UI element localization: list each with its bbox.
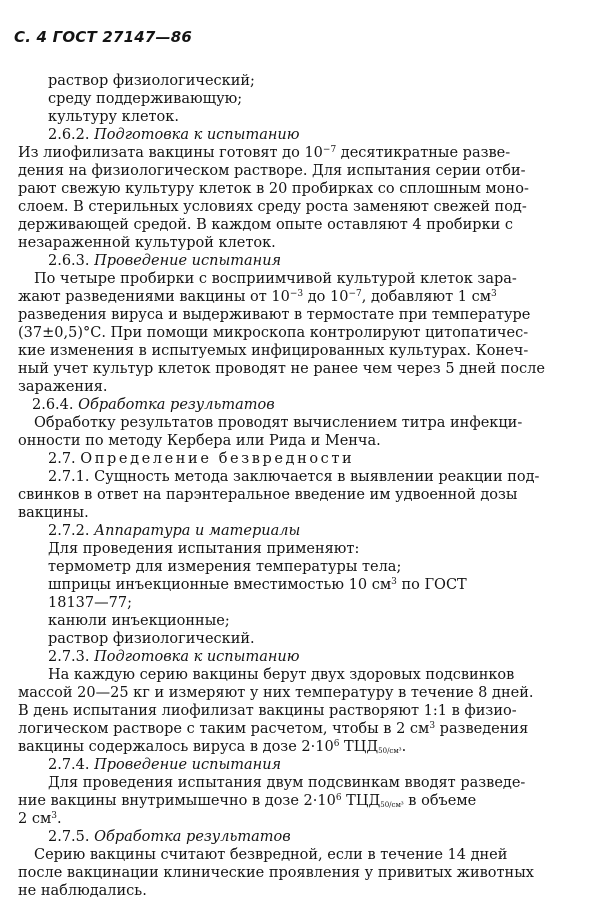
text-line: незараженной культурой клеток. (18, 235, 276, 251)
superscript: 3 (51, 811, 57, 821)
text-line: кие изменения в испытуемых инфицированных культурах. Конеч- (18, 343, 529, 359)
superscript: 3 (391, 577, 397, 587)
text-line: Обработку результатов проводят вычислением титра инфекци- (34, 415, 523, 431)
text-fragment: до 10 (303, 289, 349, 305)
text-line (18, 792, 566, 810)
section-number: 2.7.2. (48, 523, 90, 539)
text-line: По четыре пробирки с восприимчивой культурой клеток зара- (34, 271, 517, 287)
superscript: 3 (491, 289, 497, 299)
text-line: 2.7.1. Сущность метода заключается в выявлении реакции под- (48, 469, 540, 485)
text-fragment: шприцы инъекционные вместимостью 10 см (48, 577, 392, 593)
section-number: 2.6.3. (48, 253, 90, 269)
section-heading-2-7-2 (48, 522, 566, 540)
text-fragment: , добавляют 1 см (361, 289, 491, 305)
text-line (18, 720, 566, 738)
section-heading-2-6-4 (32, 396, 566, 414)
text-line: после вакцинации клинические проявления у привитых животных (18, 865, 534, 881)
superscript: −3 (289, 289, 304, 299)
text-fragment: десятикратные разве- (336, 145, 511, 161)
text-fragment: ние вакцины внутримышечно в дозе 2·10 (18, 793, 336, 809)
section-number: 2.6.4. (32, 397, 74, 413)
section-title: Подготовка к испытанию (94, 127, 300, 143)
text-line: Для проведения испытания применяют: (48, 541, 360, 557)
superscript: 3 (429, 721, 436, 731)
text-fragment: . (401, 739, 407, 755)
section-heading-2-7 (48, 450, 566, 468)
text-line: слоем. В стерильных условиях среду роста заменяют свежей под- (18, 199, 527, 215)
list-item: 18137—77; (48, 595, 132, 611)
text-fragment: логическом растворе с таким расчетом, чтобы в 2 см (18, 721, 430, 737)
text-fragment: ТЦД (339, 739, 379, 755)
text-fragment: в объеме (403, 793, 477, 809)
page-header: С. 4 ГОСТ 27147—86 (14, 28, 193, 46)
section-number: 2.7.3. (48, 649, 90, 665)
superscript: −7 (348, 289, 362, 299)
section-number: 2.7. (48, 451, 76, 467)
list-item: термометр для измерения температуры тела; (48, 559, 402, 575)
section-title: Проведение испытания (94, 253, 282, 269)
text-line: В день испытания лиофилизат вакцины растворяют 1:1 в физио- (18, 703, 517, 719)
text-line: дения на физиологическом растворе. Для испытания серии отби- (18, 163, 526, 179)
text-line (18, 810, 566, 828)
section-title: Аппаратура и материалы (94, 523, 301, 539)
text-line: вакцины. (18, 505, 89, 521)
list-item: раствор физиологический; (48, 73, 255, 89)
text-fragment: разведения (435, 721, 529, 737)
text-line: свинков в ответ на парэнтеральное введение им удвоенной дозы (18, 487, 518, 503)
text-line (18, 144, 566, 162)
subscript: 50/см³ (378, 747, 402, 755)
list-item: культуру клеток. (48, 109, 179, 125)
text-fragment: . (56, 811, 62, 827)
section-title: Проведение испытания (94, 757, 282, 773)
section-heading-2-6-2 (48, 126, 566, 144)
text-line (18, 738, 566, 756)
text-line: заражения. (18, 379, 108, 395)
section-title: Обработка результатов (94, 829, 291, 845)
text-line: (37±0,5)°С. При помощи микроскопа контролируют цитопатичес- (18, 325, 529, 341)
text-line: массой 20—25 кг и измеряют у них температуру в течение 8 дней. (18, 685, 534, 701)
text-fragment: по ГОСТ (396, 577, 467, 593)
list-item: канюли инъекционные; (48, 613, 230, 629)
text-line: держивающей средой. В каждом опыте оставляют 4 пробирки с (18, 217, 514, 233)
text-line: не наблюдались. (18, 883, 147, 899)
section-number: 2.7.5. (48, 829, 90, 845)
text-line: Серию вакцины считают безвредной, если в течение 14 дней (34, 847, 508, 863)
text-fragment: 2 см (18, 811, 52, 827)
text-fragment: ТЦД (341, 793, 381, 809)
section-heading-2-7-5 (48, 828, 566, 846)
section-number: 2.6.2. (48, 127, 90, 143)
superscript: 6 (333, 739, 340, 749)
section-heading-2-6-3 (48, 252, 566, 270)
text-fragment: Из лиофилизата вакцины готовят до 10 (18, 145, 323, 161)
list-item (48, 576, 566, 594)
subscript: 50/см³ (380, 801, 404, 809)
text-line: онности по методу Кербера или Рида и Менча. (18, 433, 381, 449)
text-line (18, 288, 566, 306)
list-item: раствор физиологический. (48, 631, 255, 647)
text-line: разведения вируса и выдерживают в термостате при температуре (18, 307, 531, 323)
list-item: среду поддерживающую; (48, 91, 243, 107)
superscript: 6 (335, 793, 342, 803)
section-number: 2.7.4. (48, 757, 90, 773)
text-fragment: вакцины содержалось вируса в дозе 2·10 (18, 739, 334, 755)
text-line: Для проведения испытания двум подсвинкам вводят разведе- (48, 775, 526, 791)
text-fragment: жают разведениями вакцины от 10 (18, 289, 290, 305)
section-title: Определение безвредности (80, 451, 355, 467)
section-title: Подготовка к испытанию (94, 649, 300, 665)
text-line: ный учет культур клеток проводят не ранее чем через 5 дней после (18, 361, 545, 377)
text-line: рают свежую культуру клеток в 20 пробирках со сплошным моно- (18, 181, 529, 197)
section-title: Обработка результатов (78, 397, 275, 413)
text-line: На каждую серию вакцины берут двух здоровых подсвинков (48, 667, 515, 683)
superscript: −7 (322, 145, 337, 155)
document-body (18, 72, 566, 900)
section-heading-2-7-4 (48, 756, 566, 774)
section-heading-2-7-3 (48, 648, 566, 666)
